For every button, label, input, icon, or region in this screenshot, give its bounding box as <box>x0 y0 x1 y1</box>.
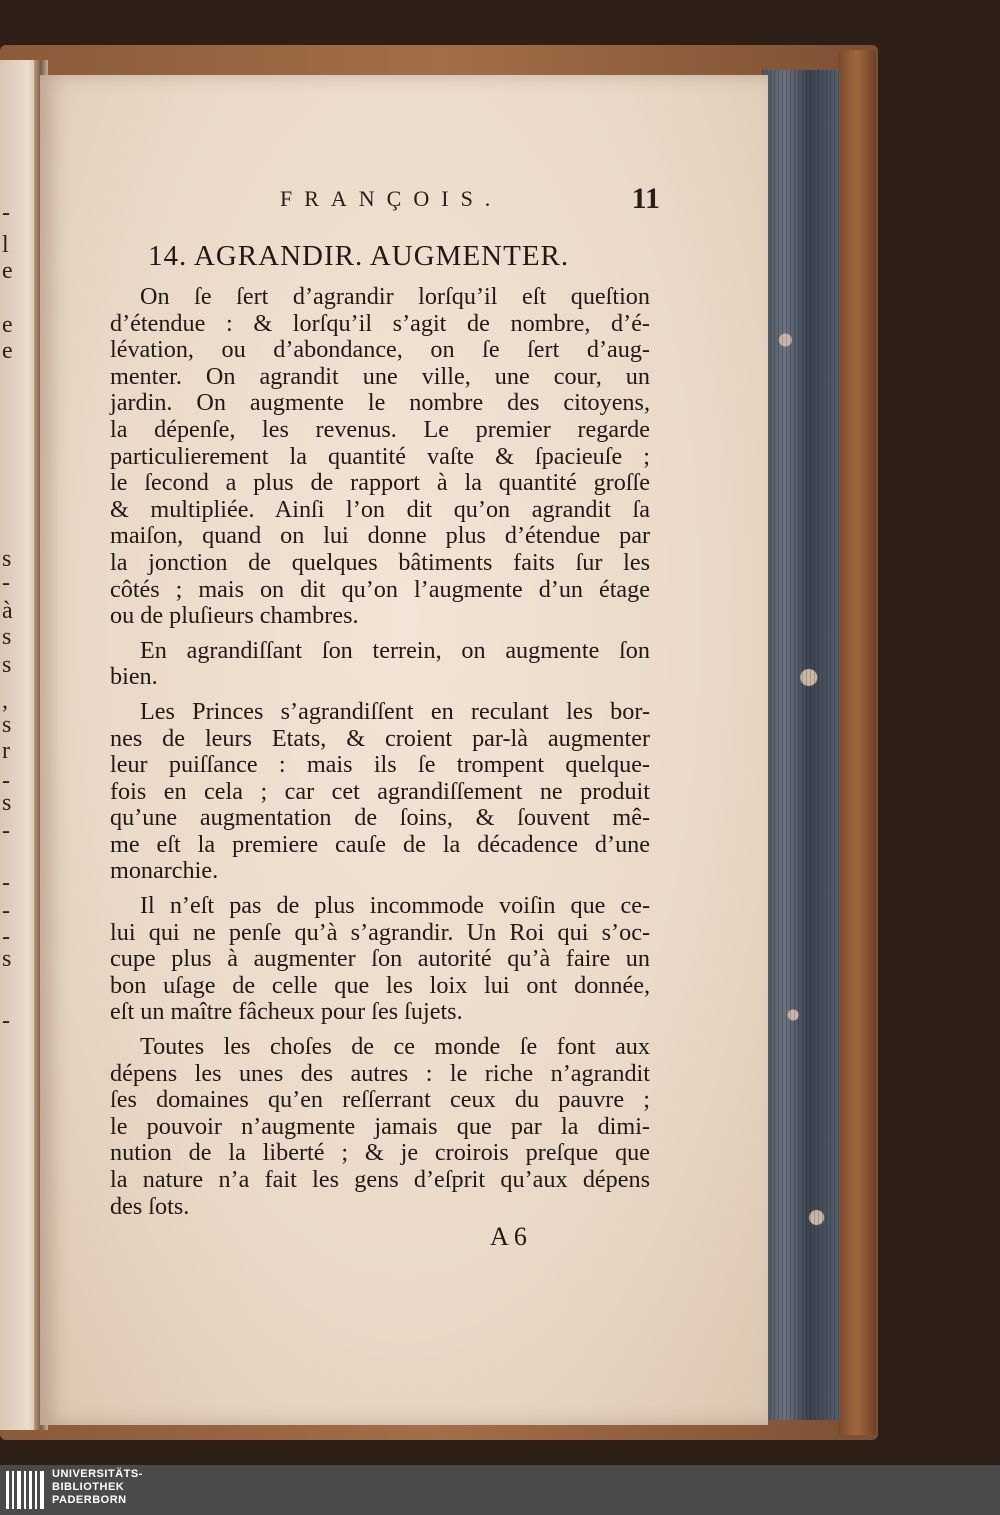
text-line: Toutes les choſes de ce monde ſe font aux <box>140 1033 650 1061</box>
text-line: bon uſage de celle que les loix lui ont donnée, <box>110 971 650 999</box>
marbled-page-edges <box>762 70 840 1420</box>
library-logo <box>6 1471 46 1509</box>
text-line: Il n’eſt pas de plus incommode voiſin que ce- <box>140 892 650 920</box>
text-line: la dépenſe, les revenus. Le premier regarde <box>110 415 650 443</box>
left-page-fragment: s <box>2 712 12 738</box>
library-footer <box>0 1465 1000 1515</box>
text-line: fois en cela ; car cet agrandiſſement ne produit <box>110 777 650 805</box>
left-page-fragment: - <box>2 818 10 844</box>
library-name <box>52 1468 143 1507</box>
text-line: Les Princes s’agrandiſſent en reculant les bor- <box>140 697 650 725</box>
text-line: particulierement la quantité vaſte & ſpacieuſe ; <box>110 442 650 470</box>
running-head: FRANÇOIS. <box>280 186 503 211</box>
left-page-fragment: l <box>2 232 9 258</box>
left-page-fragments <box>0 0 30 1465</box>
text-line: On ſe ſert d’agrandir lorſqu’il eſt queſtion <box>140 283 650 310</box>
text-line: le ſecond a plus de rapport à la quantité groſſe <box>110 469 650 497</box>
text-line: jardin. On augmente le nombre des citoyens, <box>110 389 650 417</box>
text-line: cupe plus à augmenter ſon autorité qu’à faire un <box>110 945 650 973</box>
text-line: des ſots. <box>110 1192 190 1220</box>
text-line: d’étendue : & lorſqu’il s’agit de nombre, d’é- <box>110 309 650 337</box>
left-page-fragment: - <box>2 200 10 226</box>
left-page-fragment: e <box>2 258 13 284</box>
text-line: la nature n’a fait les gens d’eſprit qu’aux dépens <box>110 1166 650 1193</box>
left-page-fragment: s <box>2 624 12 650</box>
text-line: côtés ; mais on dit qu’on l’augmente d’un étage <box>110 575 650 603</box>
text-line: ſes domaines qu’en reſſerrant ceux du pauvre ; <box>110 1086 650 1114</box>
signature-mark: A 6 <box>490 1222 527 1251</box>
text-line: leur puiſſance : mais ils ſe trompent quelque- <box>110 751 650 779</box>
text-line: dépens les unes des autres : le riche n’agrandit <box>110 1059 650 1087</box>
text-line: nes de leurs Etats, & croient par-là augmenter <box>110 724 650 752</box>
text-line: la jonction de quelques bâtiments faits ſur les <box>110 548 650 576</box>
cover-edge <box>838 50 876 1435</box>
text-line: bien. <box>110 663 158 691</box>
text-line: le pouvoir n’augmente jamais que par la dimi- <box>110 1112 650 1140</box>
text-line: eſt un maître fâcheux pour ſes ſujets. <box>110 998 463 1026</box>
left-page-fragment: s <box>2 790 12 816</box>
left-page-fragment: , <box>2 688 8 714</box>
text-line: menter. On agrandit une ville, une cour, un <box>110 362 650 390</box>
left-page-fragment: e <box>2 338 13 364</box>
left-page-fragment: s <box>2 946 12 972</box>
section-title: 14. AGRANDIR. AUGMENTER. <box>148 240 570 272</box>
text-line: En agrandiſſant ſon terrein, on augmente ſon <box>140 636 650 664</box>
library-name-line: PADERBORN <box>52 1494 127 1506</box>
text-line: nution de la liberté ; & je croirois preſque que <box>110 1139 650 1167</box>
text-line: monarchie. <box>110 857 219 885</box>
left-page-fragment: - <box>2 924 10 950</box>
text-line: ou de pluſieurs chambres. <box>110 602 359 630</box>
left-page-fragment: r <box>2 738 10 764</box>
left-page-fragment: - <box>2 768 10 794</box>
text-line: maiſon, quand on lui donne plus d’étendue par <box>110 522 650 550</box>
text-line: lui qui ne penſe qu’à s’agrandir. Un Roi qui s’oc- <box>110 918 650 946</box>
left-page-fragment: à <box>2 598 13 624</box>
body-text <box>110 284 650 1220</box>
library-name-line: UNIVERSITÄTS- <box>52 1468 143 1480</box>
left-page-fragment: - <box>2 570 10 596</box>
page-header <box>280 182 660 220</box>
left-page-fragment: s <box>2 652 12 678</box>
text-line: & multipliée. Ainſi l’on dit qu’on agrandit ſa <box>110 495 650 523</box>
page-number: 11 <box>631 182 660 215</box>
text-line: qu’une augmentation de ſoins, & ſouvent mê- <box>110 804 650 832</box>
text-line: me eſt la premiere cauſe de la décadence d’une <box>110 830 650 858</box>
left-page-fragment: - <box>2 1008 10 1034</box>
left-page-fragment: - <box>2 870 10 896</box>
library-name-line: BIBLIOTHEK <box>52 1481 125 1493</box>
text-line: lévation, ou d’abondance, on ſe ſert d’aug- <box>110 336 650 364</box>
left-page-fragment: s <box>2 546 12 572</box>
left-page-fragment: e <box>2 312 13 338</box>
left-page-fragment: - <box>2 898 10 924</box>
